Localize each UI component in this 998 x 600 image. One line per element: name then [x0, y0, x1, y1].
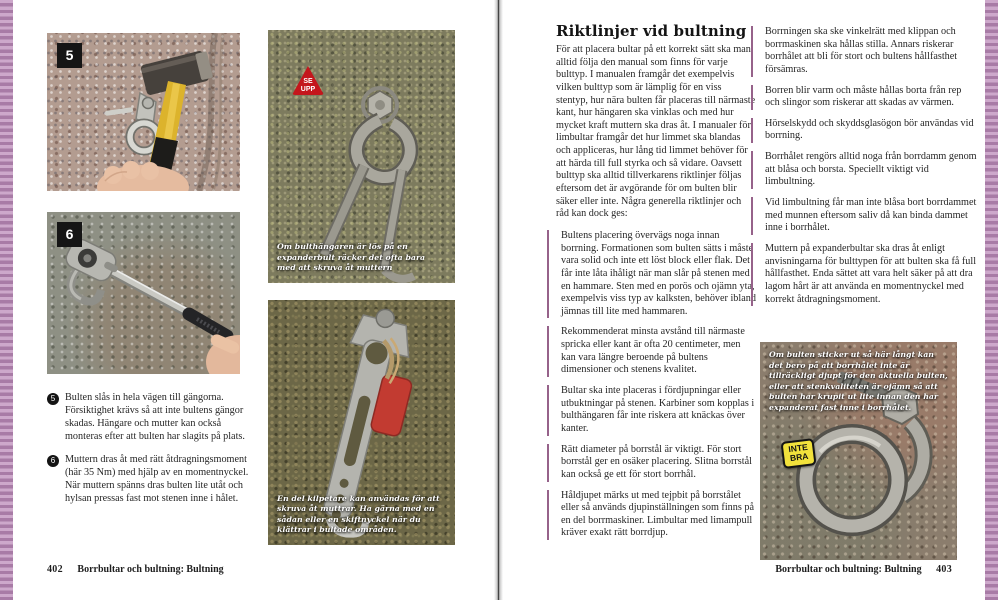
text-column-1 — [547, 22, 756, 548]
section-heading: Riktlinjer vid bultning — [556, 22, 747, 40]
step-item-5 — [47, 392, 259, 443]
guideline-item — [547, 230, 756, 318]
right-page-footer — [775, 564, 952, 575]
guideline-item — [751, 243, 977, 306]
photo-caption: Om bulthängaren är lös på en expanderbult räcker det ofta bara med att skruva åt muttern — [277, 242, 426, 273]
se-upp-warning-icon — [292, 66, 324, 95]
intro-paragraph: För att placera bultar på ett korrekt sätt ska man alltid följa den manual som finns för varje bulttyp. I manualen framgår det exempelvis vilken bulttyp som är lämplig för en viss stentyp, hur nära bulten får placeras till närmaste kant, hur hängaren ska vinklas och med hur mycket kraft muttern ska dras åt. I manualer för limbultar framgår det hur limmet ska blandas och appliceras, hur lång tid limmet behöver för att härda till full styrka och så vidare. Oavsett bulttyp ska alltid tillverkarens riktlinjer följas eftersom det är avgörande för om bulten blir säker eller inte. Några generella riktlinjer och råd kan dock ges: — [556, 44, 756, 220]
photo-loose-hanger-warning — [268, 30, 455, 283]
guideline-item — [547, 326, 756, 377]
text-column-2 — [751, 26, 977, 314]
guideline-text: Rekommenderat minsta avstånd till närmaste spricka eller kant är ofta 20 centimeter, men kan vara längre beroende på bultens dimensioner och stenens kvalitet. — [561, 326, 745, 376]
step-instructions — [47, 392, 259, 517]
guideline-item — [751, 26, 977, 77]
left-edge-stripe-decoration — [0, 0, 13, 600]
step-photo-badge-5: 5 — [57, 43, 82, 68]
book-spine — [494, 0, 503, 600]
guideline-item — [547, 385, 756, 436]
step-item-6 — [47, 454, 259, 505]
badge-line-1: INTE — [787, 441, 809, 455]
warning-line-2: UPP — [300, 85, 316, 93]
page-number: 403 — [936, 564, 952, 575]
photo-nut-tool — [268, 300, 455, 545]
guideline-text: Hörselskydd och skyddsglasögon bör användas vid borrning. — [765, 117, 974, 142]
chapter-title: Borrbultar och bultning: Bultning — [775, 564, 922, 575]
guideline-text: Borrhålet rengörs alltid noga från borrdamm genom att blåsa och borsta. Speciellt viktigt vid limbultning. — [765, 151, 977, 188]
photo-hammering-bolt — [47, 33, 240, 191]
page-number: 402 — [47, 564, 63, 575]
right-edge-stripe-decoration — [985, 0, 998, 600]
warning-text — [292, 66, 324, 95]
guideline-item — [751, 197, 977, 235]
guideline-text: Bultens placering övervägs noga innan borrning. Formationen som bulten sätts i måste vara solid och inte ett löst block eller flak. Det får inte låta ihåligt när man slår på stenen med en hammare. Sten med en porös och ojämn yta, exempelvis viss typ av kalksten, behöver ibland jämnas till lite med hammaren. — [561, 229, 756, 317]
photo-caption: Om bulten sticker ut så här långt kan det bero på att borrhålet inte är tillräckligt djupt för den aktuella bulten, eller att stenkvaliteten är ojämn så att bulten har krupit ut lite innan den har expanderat fast inne i borrhålet. — [769, 350, 948, 412]
warning-line-1: SE — [303, 78, 313, 86]
inte-bra-badge — [780, 438, 816, 469]
left-page-footer — [47, 564, 224, 575]
step-number-bullet: 6 — [47, 455, 59, 467]
guideline-text: Muttern på expanderbultar ska dras åt enligt anvisningarna för bulttypen för att bulten ska få full hållfasthet. Enda sättet att vara helt säker på att dra lagom hårt är att använda en momentnyckel med korrekt åtdragningsmoment. — [765, 242, 977, 305]
guideline-text: Borren blir varm och måste hållas borta från rep och slingor som riskerar att skadas av värmen. — [765, 84, 962, 109]
step-text: Muttern dras åt med rätt åtdragningsmoment (här 35 Nm) med hjälp av en momentnyckel. När muttern spänns dras bulten lite utåt och hylsan pressas fast mot stenen inne i hålet. — [65, 454, 249, 504]
guideline-text: Vid limbultning får man inte blåsa bort borrdammet med munnen eftersom saliv då kan binda dammet inne i borrhålet. — [765, 197, 977, 234]
step-text: Bulten slås in hela vägen till gängorna. Försiktighet krävs så att inte bultens gängor skadas. Hängare och mutter kan också monteras efter att bulten har slagits på plats. — [65, 392, 245, 442]
step-number-bullet: 5 — [47, 393, 59, 405]
guideline-item — [547, 490, 756, 541]
photo-protruding-bolt — [760, 342, 957, 560]
guideline-text: Håldjupet märks ut med tejpbit på borrstålet eller så används djupinställningen som finns på en del borrmaskiner. Limbultar med limampull kräver exakt rätt borrdjup. — [561, 489, 754, 539]
chapter-title: Borrbultar och bultning: Bultning — [77, 564, 224, 575]
guideline-item — [751, 151, 977, 189]
badge-line-2: BRA — [789, 451, 809, 464]
step-photo-badge-6: 6 — [57, 222, 82, 247]
guideline-item — [547, 444, 756, 482]
photo-torque-wrench — [47, 212, 240, 374]
guideline-text: Borrningen ska ske vinkelrätt med klippan och borrmaskinen ska hållas stilla. Annars riskerar borrhålet att bli för stort och bultens hållfasthet försämras. — [765, 26, 958, 75]
guideline-item — [751, 85, 977, 110]
photo-caption: En del kilpetare kan användas för att skruva åt muttrar. Ha gärna med en sådan eller en skiftnyckel när du klättrar i bultade områden. — [277, 493, 440, 535]
guideline-text: Bultar ska inte placeras i fördjupningar eller utbuktningar på stenen. Karbiner som kopplas i bulthängaren får inte riskera att knäckas över kanter. — [561, 385, 755, 434]
guideline-text: Rätt diameter på borrstål är viktigt. För stort borrstål ger en osäker placering. Slitna borrstål kan också ge ett för stort borrhål. — [561, 443, 752, 480]
guideline-item — [751, 118, 977, 143]
